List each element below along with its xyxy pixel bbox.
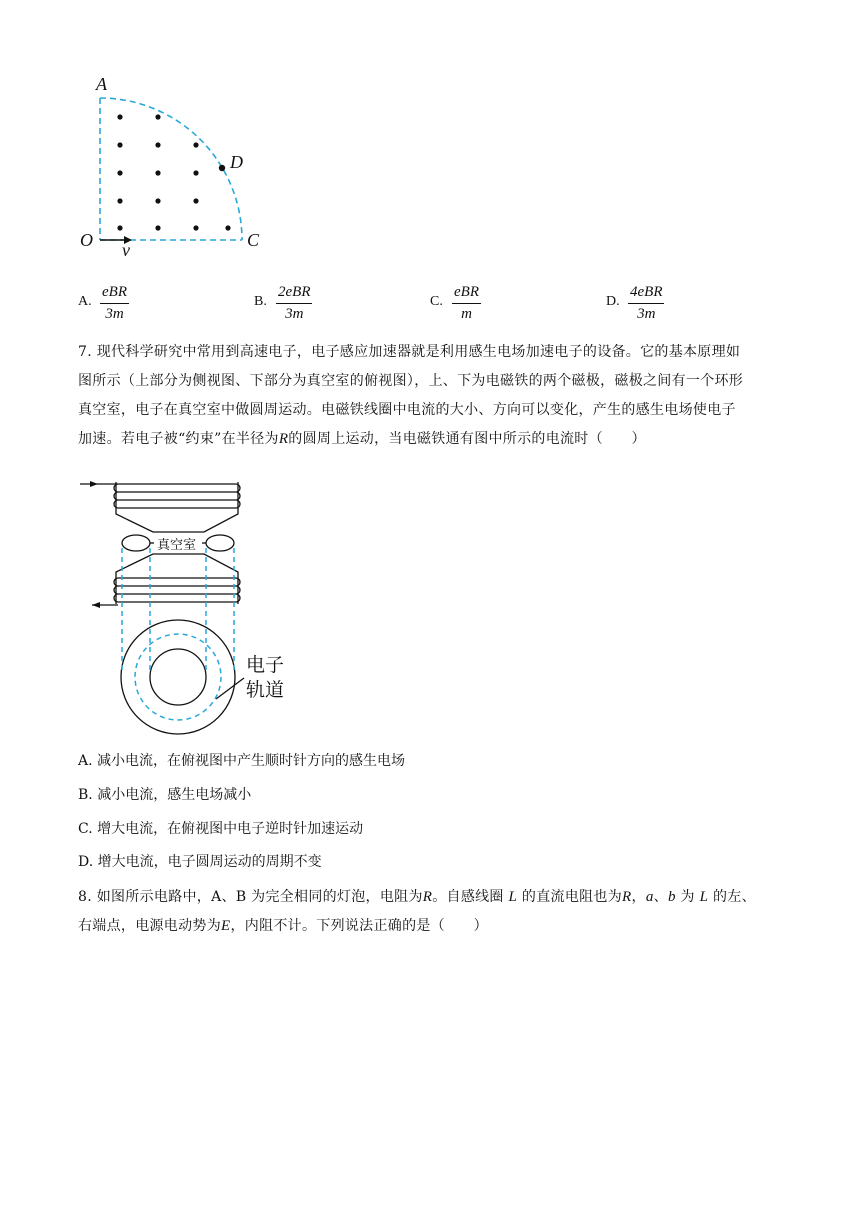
current-in-arrowhead <box>90 481 98 487</box>
q6-option-b: B. 2eBR 3m <box>254 284 311 322</box>
label-o: O <box>80 230 93 250</box>
label-d: D <box>230 152 243 172</box>
outer-ring <box>121 620 235 734</box>
point-d <box>219 165 225 171</box>
option-d-denominator: 3m <box>637 306 656 322</box>
option-c-numerator: eBR <box>452 284 481 304</box>
option-a-numerator: eBR <box>100 284 129 304</box>
top-coil <box>114 482 240 510</box>
vacuum-chamber-label: 真空室 <box>156 534 197 553</box>
q7-choice-a: A. 减小电流，在俯视图中产生顺时针方向的感生电场 <box>78 753 406 769</box>
chamber-left <box>122 535 150 551</box>
chamber-right <box>206 535 234 551</box>
option-c-denominator: m <box>461 306 472 322</box>
electron-orbit-label-1: 电子 <box>246 654 285 676</box>
bottom-pole <box>116 554 238 576</box>
magnetic-field-dots <box>117 114 230 230</box>
q7-choice-d: D. 增大电流，电子圆周运动的周期不变 <box>78 854 322 870</box>
q7-choice-c: C. 增大电流，在俯视图中电子逆时针加速运动 <box>78 821 364 837</box>
inner-ring <box>150 649 206 705</box>
q7-choice-b: B. 减小电流，感生电场减小 <box>78 787 252 803</box>
electron-orbit-label-2: 轨道 <box>246 679 285 701</box>
question-8-text: 8. 如图所示电路中，A、B 为完全相同的灯泡，电阻为R。自感线圈 L 的直流电阻也为R，a、b 为 L 的左、 右端点，电源电动势为E，内阻不计。下列说法正确的是（ ） <box>78 889 756 934</box>
bottom-coil <box>114 576 240 604</box>
option-b-denominator: 3m <box>285 306 304 322</box>
option-a-denominator: 3m <box>105 306 124 322</box>
option-d-numerator: 4eBR <box>628 284 664 304</box>
option-b-numerator: 2eBR <box>276 284 312 304</box>
question-7-text: 7. 现代科学研究中常用到高速电子，电子感应加速器就是利用感生电场加速电子的设备。它的基本原理如 图所示（上部分为侧视图、下部分为真空室的俯视图），上、下为电磁铁的两个磁极，磁极之间有一个环形 真空室，电子在真空室中做圆周运动。电磁铁线圈中电流的大小、方向可以变化，产生的感生电场使电子 加速。若电子被“约束”在半径为R的圆周上运动，当电磁铁通有图中所示的电流时（ ） <box>78 344 744 447</box>
label-v: v <box>122 240 130 260</box>
current-out-arrowhead <box>92 602 100 608</box>
label-c: C <box>247 230 260 250</box>
q6-option-a: A. eBR 3m <box>78 284 127 322</box>
q6-option-d: D. 4eBR 3m <box>606 284 663 322</box>
q6-option-c: C. eBR m <box>430 284 479 322</box>
top-pole <box>116 510 238 532</box>
label-a: A <box>96 74 107 94</box>
electron-orbit-dashed <box>135 634 221 720</box>
